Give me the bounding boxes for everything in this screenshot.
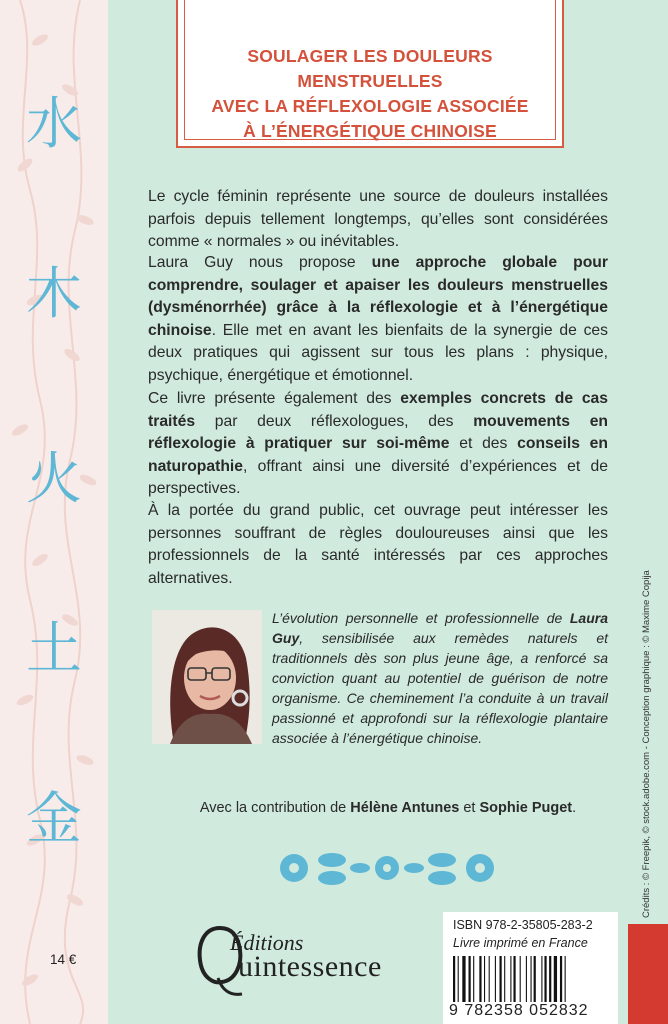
paragraph-approach-bold: une approche globale pour comprendre, soulager et apaiser les douleurs menstruelles (dysménorrhée) grâce à la réflexologie et à l’énergétique chinoise [148,254,608,339]
barcode-bar [560,956,562,1002]
credits: Crédits : © Freepik, © stock.adobe.com - Conception graphique : © Maxime Copija [641,570,652,918]
paragraph-audience [148,500,608,590]
contribution-prefix: Avec la contribution de [199,800,351,816]
barcode-bar [534,956,536,1002]
paragraph-audience-text: À la portée du grand public, cet ouvrage peut intéresser les personnes souffrant de règles douloureuses ainsi que les professionnels de la santé intéressés par ces approches alternatives. [148,502,608,587]
title-line-2: AVEC LA RÉFLEXOLOGIE ASSOCIÉE [211,96,529,116]
barcode-bar [473,956,474,1002]
barcode-bar [495,956,496,1002]
contribution-and: et [459,800,480,816]
paragraph-approach-text-c: . Elle met en avant les bienfaits de la synergie de ces deux pratiques qui agissent sur tous les plans : physique, psychique, énergétique et émotionnel. [148,321,608,384]
publisher-editions: Éditions [230,930,304,955]
barcode-bar [531,956,532,1002]
barcode-bar [520,956,521,1002]
contributor-1: Hélène Antunes [350,800,460,816]
floral-ornament [272,838,502,898]
paragraph-content-bold-f: conseils en naturopathie [148,435,608,475]
paragraph-content-bold-b: exemples concrets de cas traités [148,390,609,430]
price: 14 € [50,952,77,967]
author-portrait-drawing [152,610,262,744]
author-bio-text-b: , sensibilisée aux remèdes naturels et traditionnels dès son plus jeune âge, a renforcé sa conviction quant au potentiel de guérison de notre organisme. Ce cheminement l’a conduite à un travail passionné et approfondi sur la réflexologie plantaire associée à l’énergétique chinoise. [272,630,608,746]
barcode-bar [554,956,557,1002]
barcode-bar [469,956,471,1002]
title-box [176,0,564,148]
barcode-bar [510,956,511,1002]
barcode-bar [513,956,515,1002]
decorative-side-strip [0,0,108,1024]
barcode-area [443,912,618,1024]
paragraph-content-text-a: Ce livre présente également des [148,390,401,407]
paragraph-approach [148,252,608,387]
paragraph-intro-text: Le cycle féminin représente une source de douleurs installées parfois depuis tellement longtemps, qu’elles sont considérées comme « normales » ou inévitables. [148,188,608,250]
five-elements-characters [0,0,108,1024]
barcode-bar [479,956,481,1002]
author-photo [152,610,262,744]
book-title [178,44,562,144]
barcode-bar [453,956,455,1002]
paragraph-content [148,388,608,501]
barcode-bar [462,956,465,1002]
barcode-bar [504,956,505,1002]
barcode [453,956,608,1002]
water-character: 水 [26,92,82,157]
barcode-bar [489,956,490,1002]
paragraph-content-text-c: par deux réflexologues, des [195,412,474,430]
contribution-line [108,800,668,816]
fire-character: 火 [26,447,82,512]
wood-character: 木 [26,262,82,327]
publisher-name: uintessence [238,950,382,983]
barcode-bar [565,956,566,1002]
paragraph-content-bold-d: mouvements en réflexologie à pratiquer sur soi-même [148,412,609,452]
barcode-bar [484,956,485,1002]
paragraph-content-text-g: , offrant ainsi une diversité d’expériences et de perspectives. [148,457,608,497]
author-name: Laura Guy [272,610,608,646]
paragraph-approach-text-a: Laura Guy nous propose [148,254,372,271]
earth-character: 土 [26,617,82,682]
title-line-3: À L’ÉNERGÉTIQUE CHINOISE [243,121,497,141]
author-bio [272,608,608,748]
isbn: ISBN 978-2-35805-283-2 [453,918,593,932]
paragraph-content-text-e: et des [449,435,518,452]
barcode-bar [549,956,551,1002]
barcode-bar [500,956,502,1002]
barcode-number: 9 782358 052832 [449,1002,589,1019]
red-spine-mark [628,924,668,1024]
metal-character: 金 [26,787,82,852]
title-line-1: SOULAGER LES DOULEURS MENSTRUELLES [247,46,493,91]
contribution-period: . [572,800,577,816]
paragraph-intro [148,186,608,254]
barcode-bar [526,956,527,1002]
author-bio-text-a: L’évolution personnelle et professionnelle de [272,610,570,626]
barcode-bar [458,956,459,1002]
printed-in: Livre imprimé en France [453,936,588,950]
barcode-bar [544,956,546,1002]
barcode-bar [541,956,542,1002]
contributor-2: Sophie Puget [479,800,573,816]
